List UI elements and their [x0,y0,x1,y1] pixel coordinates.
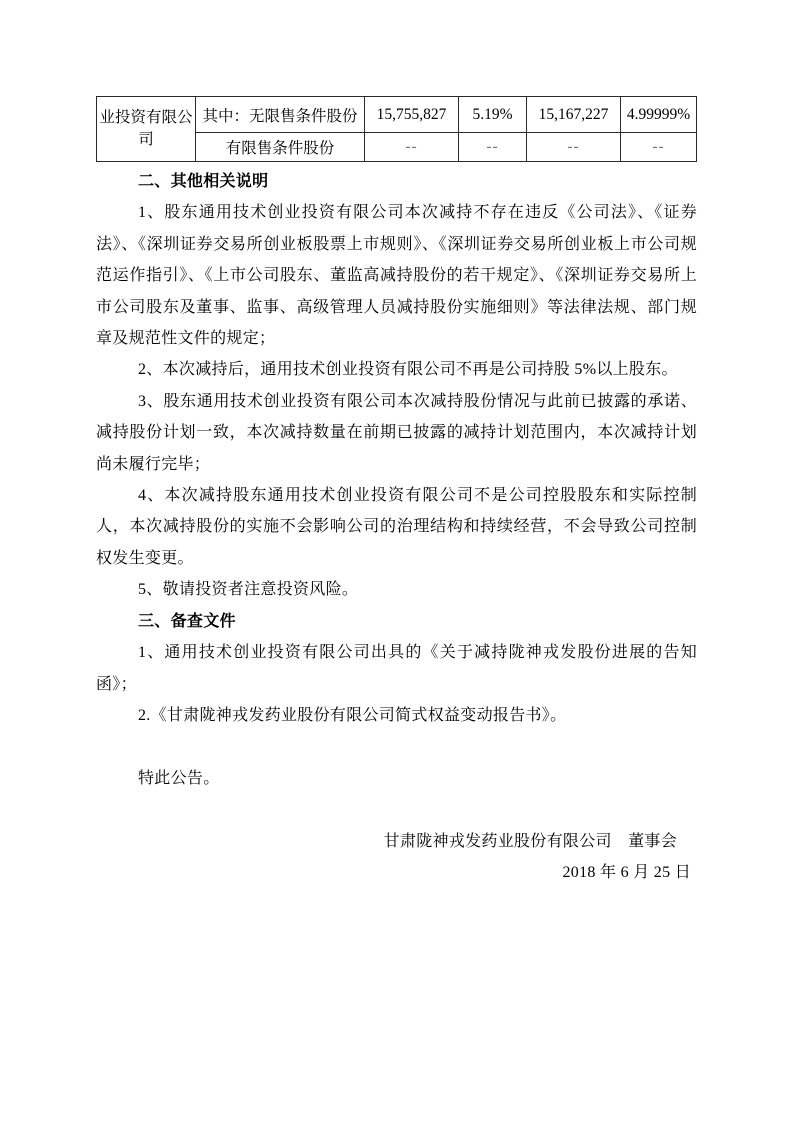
table-cell-shareholder-name: 业投资有限公司 [97,97,196,162]
paragraph-document-1: 1、通用技术创业投资有限公司出具的《关于减持陇神戎发股份进展的告知函》； [96,644,697,693]
table-row [97,97,697,133]
paragraph-document-2: 2.《甘肃陇神戎发药业股份有限公司简式权益变动报告书》。 [138,706,567,724]
table-cell-row-label-restricted: 有限售条件股份 [196,133,365,162]
table-cell-row-label-unrestricted: 其中：无限售条件股份 [196,97,365,133]
paragraph-note-4: 4、本次减持股东通用技术创业投资有限公司不是公司控股股东和实际控制人，本次减持股份的实施不会影响公司的治理结构和持续经营，不会导致公司控制权发生变更。 [96,487,697,567]
page-content [96,96,697,888]
spacer [96,731,697,762]
closing-paragraph: 特此公告。 [138,769,220,787]
table-cell-dash: -- [621,133,697,162]
signature-company: 甘肃陇神戎发药业股份有限公司 董事会 [383,832,677,850]
table-cell-dash: -- [365,133,459,162]
signature-date: 2018 年 6 月 25 日 [562,863,691,881]
table-cell-shares-after: 15,167,227 [527,97,621,133]
paragraph-note-2: 2、本次减持后，通用技术创业投资有限公司不再是公司持股 5%以上股东。 [138,361,678,379]
paragraph-note-3: 3、股东通用技术创业投资有限公司本次减持股份情况与此前已披露的承诺、减持股份计划一致，本次减持数量在前期已披露的减持计划范围内，本次减持计划尚未履行完毕； [96,392,697,473]
section-heading-other-notes: 二、其他相关说明 [138,173,269,190]
paragraph-note-1: 1、股东通用技术创业投资有限公司本次减持不存在违反《公司法》、《证券法》、《深圳证券交易所创业板股票上市规则》、《深圳证券交易所创业板上市公司规范运作指引》、《上市公司股东、董监高减持股份的若干规定》、《深圳证券交易所上市公司股东及董事、监事、高级管理人员减持股份实施细则》等法律法规、部门规章及规范性文件的规定； [96,204,697,348]
section-heading-reference-documents: 三、备查文件 [138,612,236,630]
table-cell-pct-before: 5.19% [459,97,527,133]
table-cell-dash: -- [527,133,621,162]
shareholding-continuation-table [96,96,697,162]
table-cell-shares-before: 15,755,827 [365,97,459,133]
paragraph-note-5: 5、敬请投资者注意投资风险。 [138,581,359,599]
spacer [96,794,697,825]
table-cell-pct-after: 4.99999% [621,97,697,133]
announcement-body [96,166,697,888]
table-cell-dash: -- [459,133,527,162]
